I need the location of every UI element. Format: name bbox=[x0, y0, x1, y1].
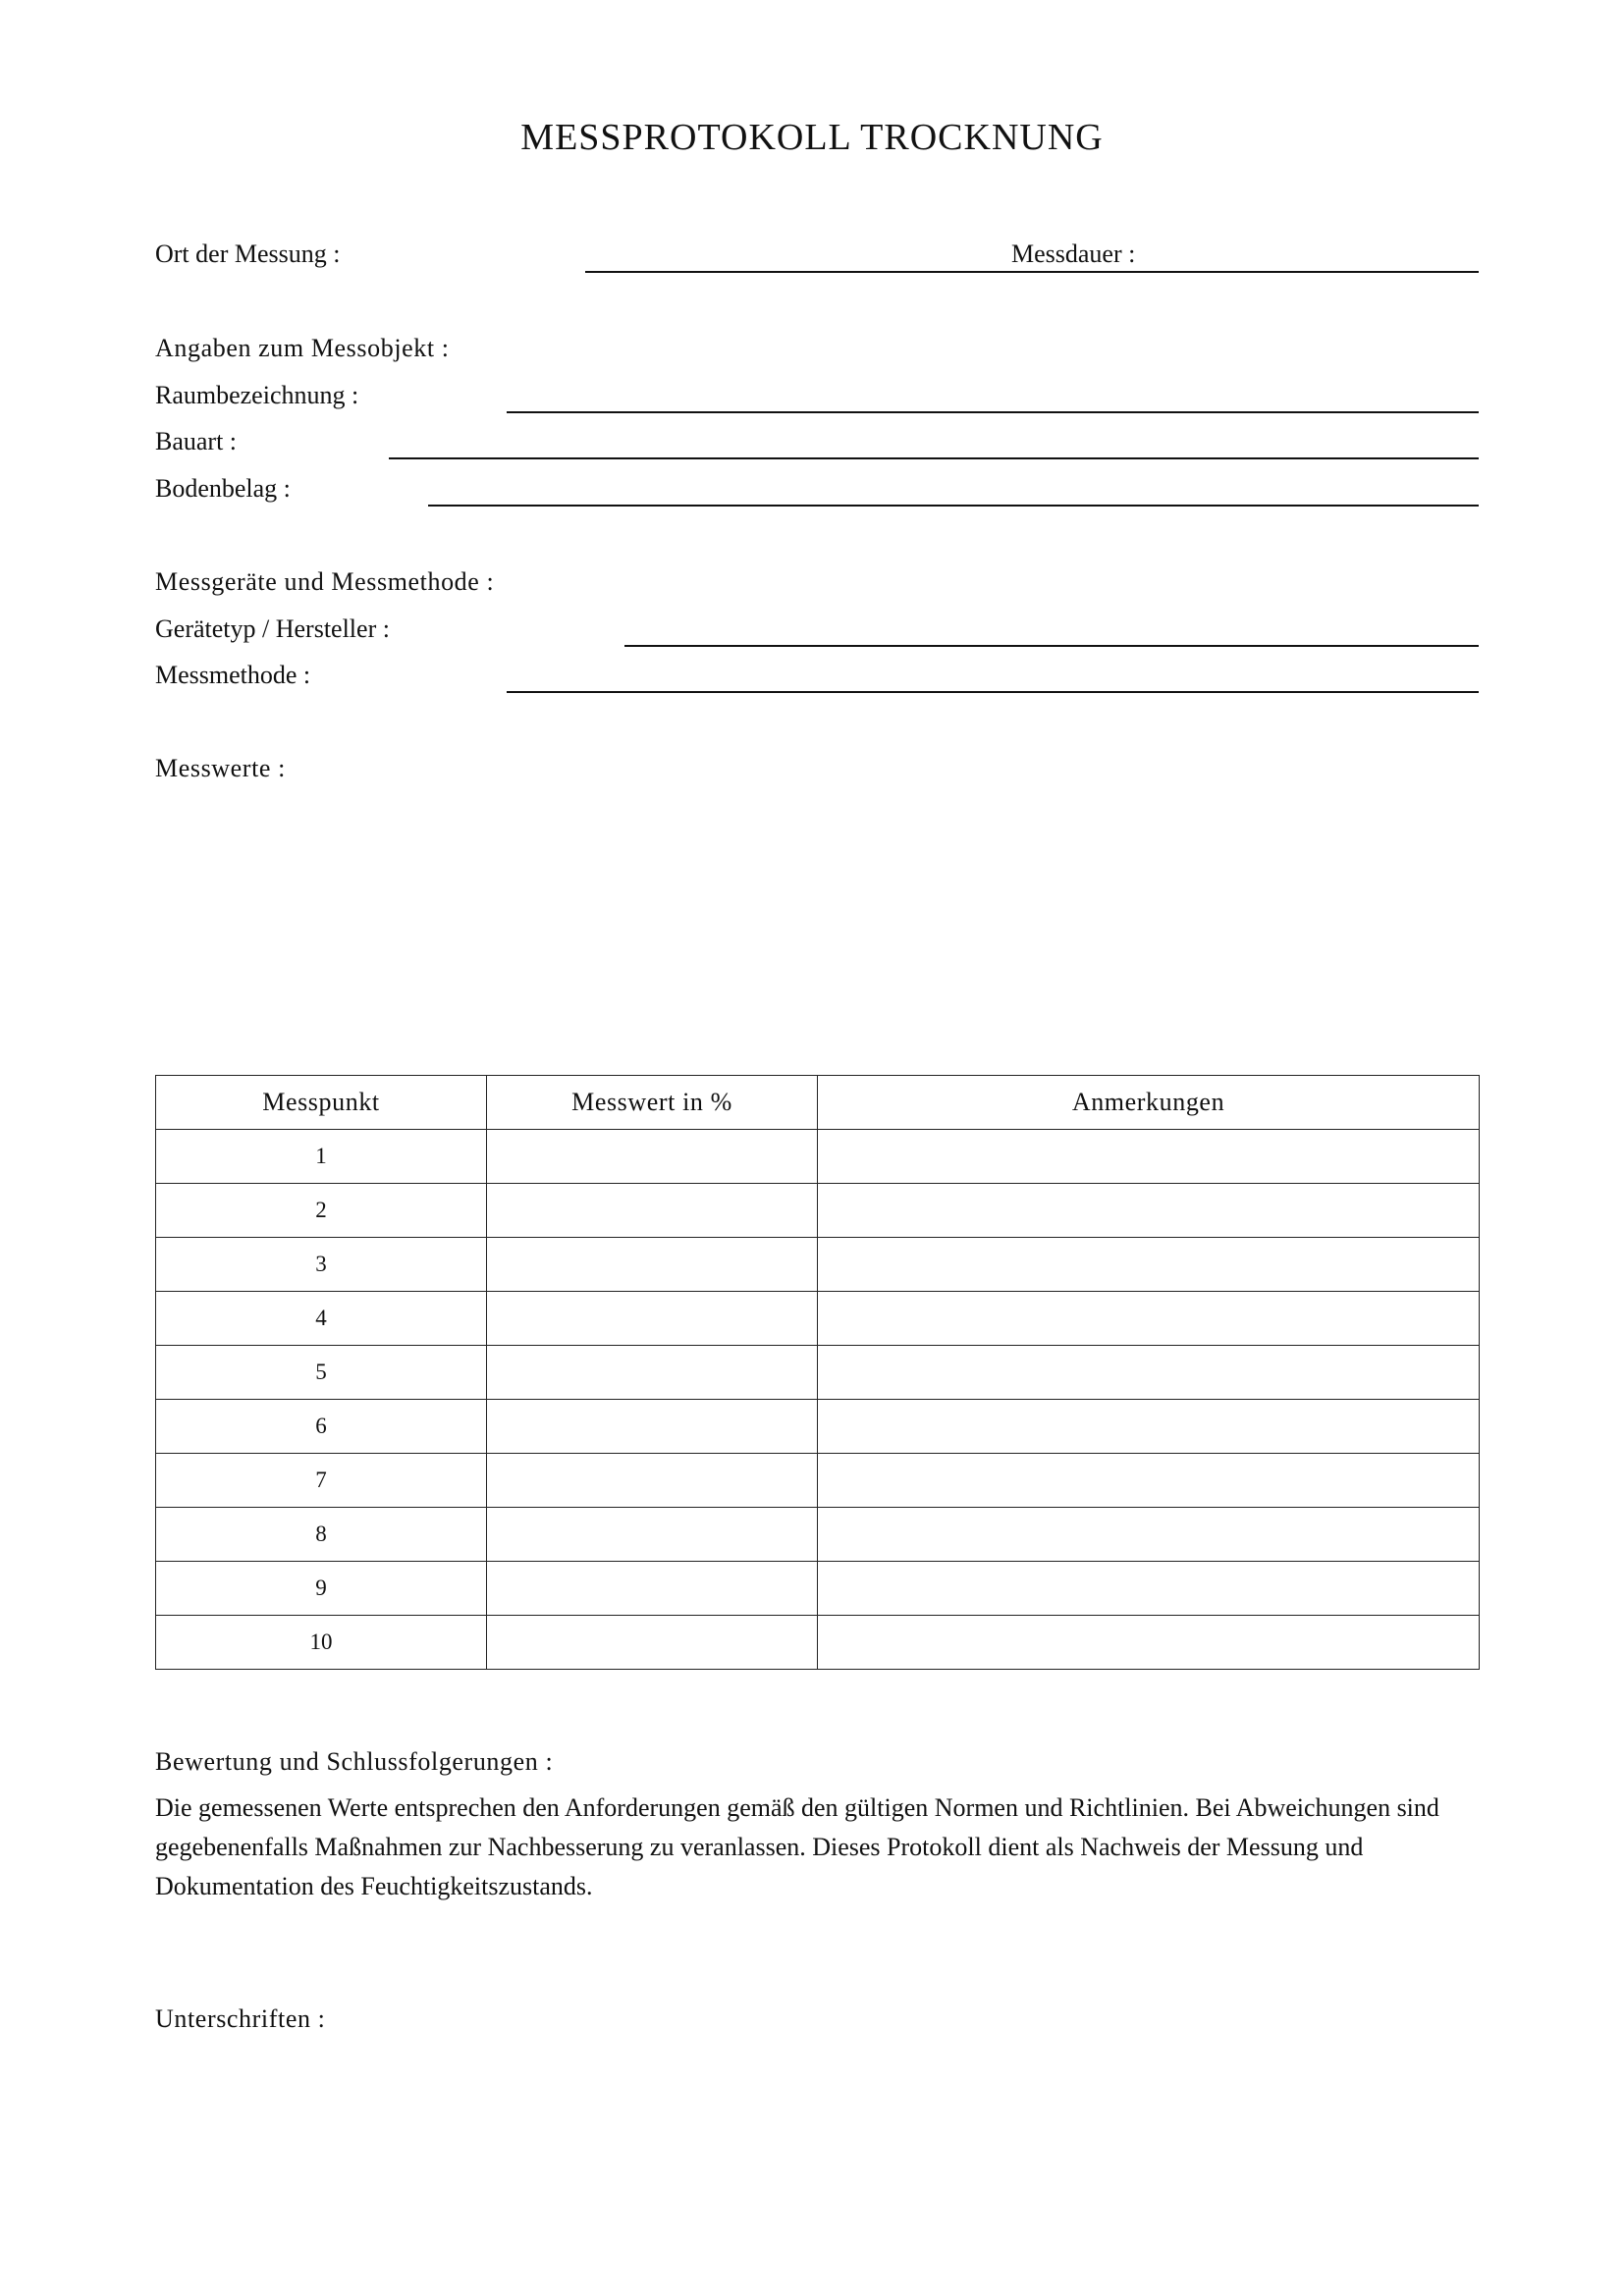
messpunkt-cell: 4 bbox=[156, 1292, 487, 1346]
messwert-cell[interactable] bbox=[487, 1454, 818, 1508]
bewertung-heading: Bewertung und Schlussfolgerungen : bbox=[155, 1747, 554, 1776]
bodenbelag-line[interactable] bbox=[428, 505, 1479, 507]
anmerkung-cell[interactable] bbox=[818, 1238, 1480, 1292]
geraetetyp-label: Gerätetyp / Hersteller : bbox=[155, 614, 390, 643]
messwert-cell[interactable] bbox=[487, 1238, 818, 1292]
table-row bbox=[156, 1292, 1480, 1346]
header-messwert: Messwert in % bbox=[487, 1076, 818, 1130]
bauart-label: Bauart : bbox=[155, 427, 238, 455]
ort-messdauer-line[interactable] bbox=[585, 271, 1479, 273]
messpunkt-cell: 7 bbox=[156, 1454, 487, 1508]
table-row bbox=[156, 1562, 1480, 1616]
raumbezeichnung-label: Raumbezeichnung : bbox=[155, 381, 359, 409]
messgeraete-heading: Messgeräte und Messmethode : bbox=[155, 567, 495, 596]
raumbezeichnung-line[interactable] bbox=[507, 411, 1479, 413]
table-row bbox=[156, 1508, 1480, 1562]
anmerkung-cell[interactable] bbox=[818, 1346, 1480, 1400]
messpunkt-cell: 5 bbox=[156, 1346, 487, 1400]
unterschriften-label: Unterschriften : bbox=[155, 2004, 326, 2033]
messpunkt-cell: 9 bbox=[156, 1562, 487, 1616]
table-row bbox=[156, 1400, 1480, 1454]
messwerte-heading: Messwerte : bbox=[155, 754, 286, 782]
anmerkung-cell[interactable] bbox=[818, 1562, 1480, 1616]
anmerkung-cell[interactable] bbox=[818, 1184, 1480, 1238]
anmerkung-cell[interactable] bbox=[818, 1616, 1480, 1670]
anmerkung-cell[interactable] bbox=[818, 1292, 1480, 1346]
messmethode-line[interactable] bbox=[507, 691, 1479, 693]
bodenbelag-label: Bodenbelag : bbox=[155, 474, 291, 503]
table-row bbox=[156, 1616, 1480, 1670]
messwert-cell[interactable] bbox=[487, 1292, 818, 1346]
table-row bbox=[156, 1238, 1480, 1292]
table-header-row bbox=[156, 1076, 1480, 1130]
messpunkt-cell: 8 bbox=[156, 1508, 487, 1562]
table-row bbox=[156, 1184, 1480, 1238]
messdauer-label: Messdauer : bbox=[1011, 240, 1136, 268]
messwert-cell[interactable] bbox=[487, 1562, 818, 1616]
messmethode-label: Messmethode : bbox=[155, 661, 311, 689]
messwerte-table bbox=[155, 1075, 1480, 1670]
messpunkt-cell: 2 bbox=[156, 1184, 487, 1238]
anmerkung-cell[interactable] bbox=[818, 1130, 1480, 1184]
messwert-cell[interactable] bbox=[487, 1184, 818, 1238]
messwert-cell[interactable] bbox=[487, 1346, 818, 1400]
ort-label: Ort der Messung : bbox=[155, 240, 341, 268]
messpunkt-cell: 6 bbox=[156, 1400, 487, 1454]
page-title: MESSPROTOKOLL TROCKNUNG bbox=[520, 117, 1104, 158]
table-row bbox=[156, 1454, 1480, 1508]
table-row bbox=[156, 1346, 1480, 1400]
header-messpunkt: Messpunkt bbox=[156, 1076, 487, 1130]
table-row bbox=[156, 1130, 1480, 1184]
geraetetyp-line[interactable] bbox=[624, 645, 1479, 647]
messpunkt-cell: 3 bbox=[156, 1238, 487, 1292]
anmerkung-cell[interactable] bbox=[818, 1454, 1480, 1508]
messwert-cell[interactable] bbox=[487, 1508, 818, 1562]
angaben-heading: Angaben zum Messobjekt : bbox=[155, 334, 450, 362]
bauart-line[interactable] bbox=[389, 457, 1479, 459]
anmerkung-cell[interactable] bbox=[818, 1508, 1480, 1562]
messpunkt-cell: 10 bbox=[156, 1616, 487, 1670]
messwert-cell[interactable] bbox=[487, 1400, 818, 1454]
header-anmerkungen: Anmerkungen bbox=[818, 1076, 1480, 1130]
messwert-cell[interactable] bbox=[487, 1616, 818, 1670]
anmerkung-cell[interactable] bbox=[818, 1400, 1480, 1454]
bewertung-text: Die gemessenen Werte entsprechen den Anforderungen gemäß den gültigen Normen und Richtlinien. Bei Abweichungen sind gegebenenfalls Maßnahmen zur Nachbesserung zu veranlassen. Dieses Protokoll dient als Nachweis der Messung und Dokumentation des Feuchtigkeitszustands. bbox=[155, 1793, 1439, 1900]
messpunkt-cell: 1 bbox=[156, 1130, 487, 1184]
messwert-cell[interactable] bbox=[487, 1130, 818, 1184]
